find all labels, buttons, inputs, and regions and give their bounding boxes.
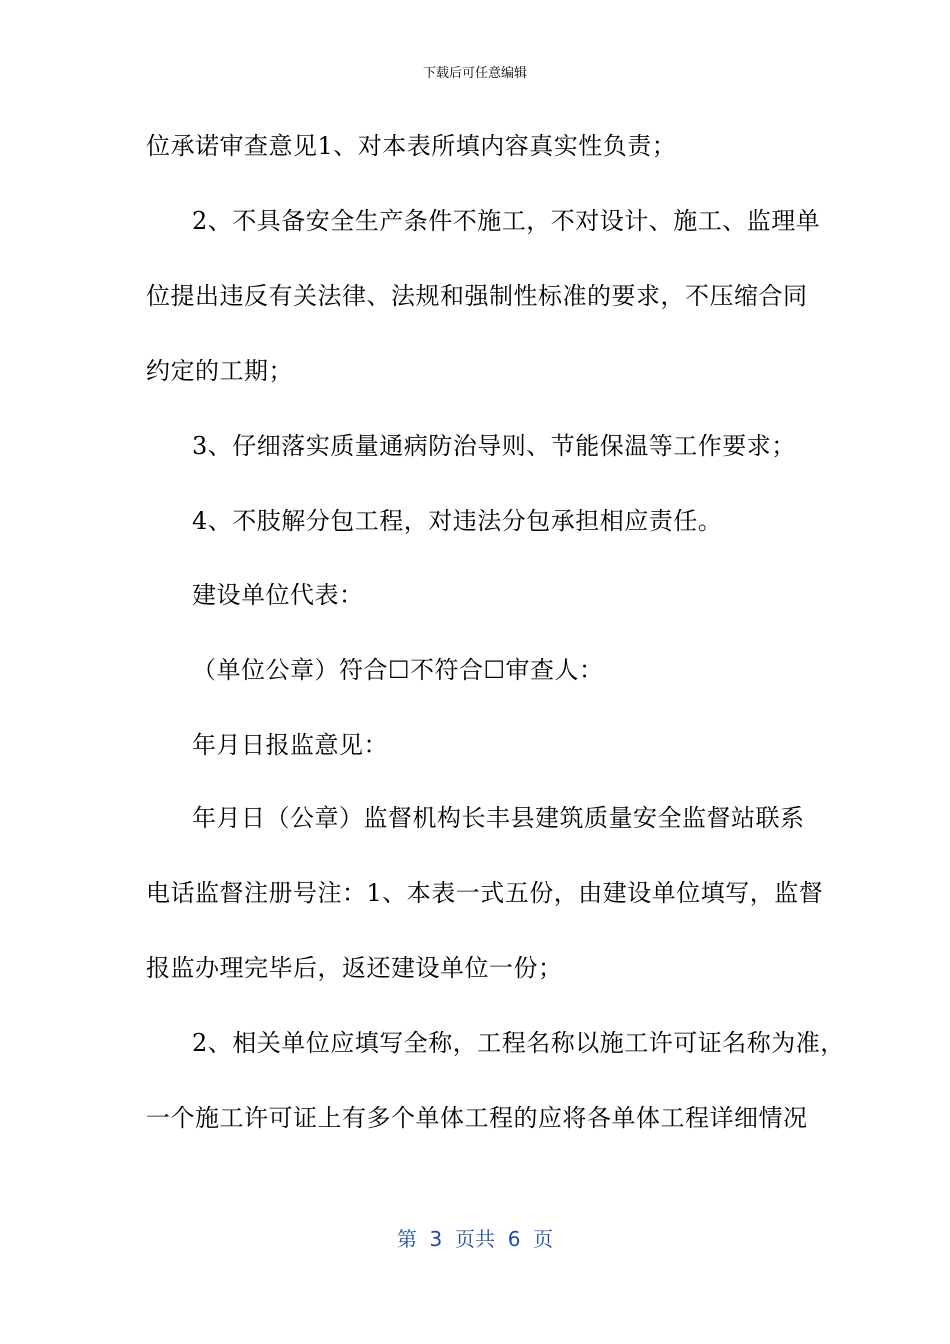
body-line: 年月日（公章）监督机构长丰县建筑质量安全监督站联系 — [192, 804, 805, 832]
page-number-footer: 第 3 页共 6 页 — [396, 1227, 554, 1251]
body-line: 3、仔细落实质量通病防治导则、节能保温等工作要求； — [192, 432, 796, 460]
body-line: 2、不具备安全生产条件不施工，不对设计、施工、监理单 — [192, 207, 821, 235]
body-line: 电话监督注册号注：1、本表一式五份，由建设单位填写，监督 — [146, 879, 824, 907]
body-line: 位提出违反有关法律、法规和强制性标准的要求，不压缩合同 — [146, 282, 808, 310]
body-line: 年月日报监意见： — [192, 731, 388, 759]
body-line: 报监办理完毕后，返还建设单位一份； — [146, 954, 563, 982]
body-line: 2、相关单位应填写全称，工程名称以施工许可证名称为准， — [192, 1029, 845, 1057]
page-header: 下载后可任意编辑 — [422, 66, 527, 81]
body-line: 建设单位代表： — [192, 581, 364, 609]
body-line: 约定的工期； — [146, 357, 293, 385]
body-line: 4、不肢解分包工程，对违法分包承担相应责任。 — [192, 507, 723, 535]
body-line: 位承诺审查意见1、对本表所填内容真实性负责； — [146, 132, 677, 160]
body-line: （单位公章）符合☐不符合☐审查人： — [192, 656, 604, 684]
body-line: 一个施工许可证上有多个单体工程的应将各单体工程详细情况 — [146, 1104, 808, 1132]
